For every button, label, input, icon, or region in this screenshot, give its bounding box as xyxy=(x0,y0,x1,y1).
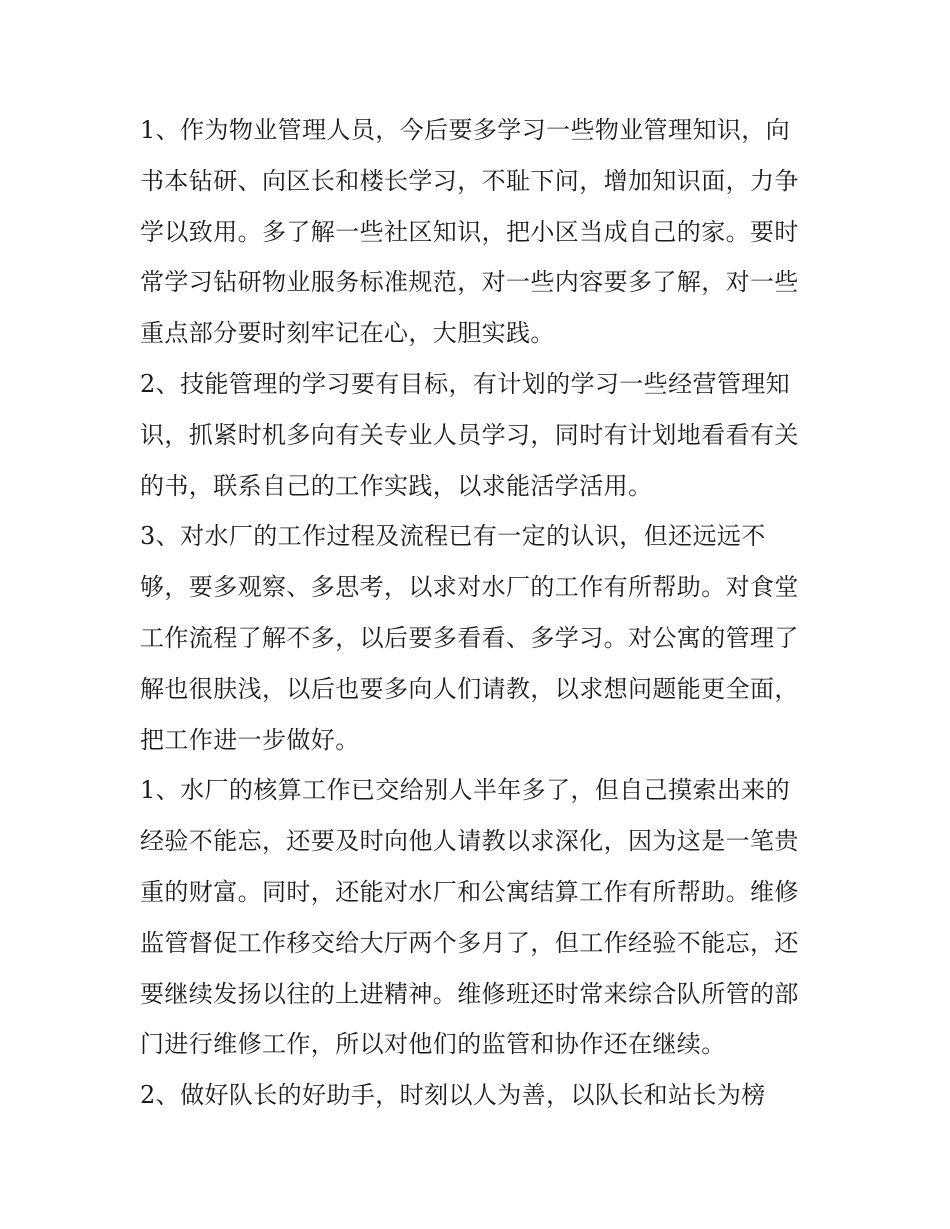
text-line: 的书，联系自己的工作实践，以求能活学活用。 xyxy=(140,471,653,500)
text-line: 工作流程了解不多，以后要多看看、多学习。对公寓的管理了 xyxy=(140,623,799,652)
text-line: 识，抓紧时机多向有关专业人员学习，同时有计划地看看有关 xyxy=(140,420,799,449)
text-line: 常学习钻研物业服务标准规范，对一些内容要多了解，对一些 xyxy=(140,268,799,297)
text-line: 书本钻研、向区长和楼长学习，不耻下问，增加知识面，力争 xyxy=(140,166,799,195)
text-line: 要继续发扬以往的上进精神。维修班还时常来综合队所管的部 xyxy=(140,979,799,1008)
text-line: 2、做好队长的好助手，时刻以人为善，以队长和站长为榜 xyxy=(140,1081,766,1110)
document-body xyxy=(140,105,820,1121)
text-line: 够，要多观察、多思考，以求对水厂的工作有所帮助。对食堂 xyxy=(140,573,799,602)
text-line: 重的财富。同时，还能对水厂和公寓结算工作有所帮助。维修 xyxy=(140,877,799,906)
text-line: 经验不能忘，还要及时向他人请教以求深化，因为这是一笔贵 xyxy=(140,827,799,856)
text-line: 学以致用。多了解一些社区知识，把小区当成自己的家。要时 xyxy=(140,217,799,246)
text-line: 监管督促工作移交给大厅两个多月了，但工作经验不能忘，还 xyxy=(140,928,799,957)
text-line: 1、水厂的核算工作已交给别人半年多了，但自己摸索出来的 xyxy=(140,776,791,805)
text-line: 把工作进一步做好。 xyxy=(140,725,360,754)
text-line: 解也很肤浅，以后也要多向人们请教，以求想问题能更全面， xyxy=(140,674,799,703)
text-line: 3、对水厂的工作过程及流程已有一定的认识，但还远远不 xyxy=(140,522,766,551)
text-line: 1、作为物业管理人员，今后要多学习一些物业管理知识，向 xyxy=(140,116,791,144)
text-line: 2、技能管理的学习要有目标，有计划的学习一些经营管理知 xyxy=(140,369,791,398)
text-line: 门进行维修工作，所以对他们的监管和协作还在继续。 xyxy=(140,1030,726,1059)
text-line: 重点部分要时刻牢记在心，大胆实践。 xyxy=(140,319,555,348)
